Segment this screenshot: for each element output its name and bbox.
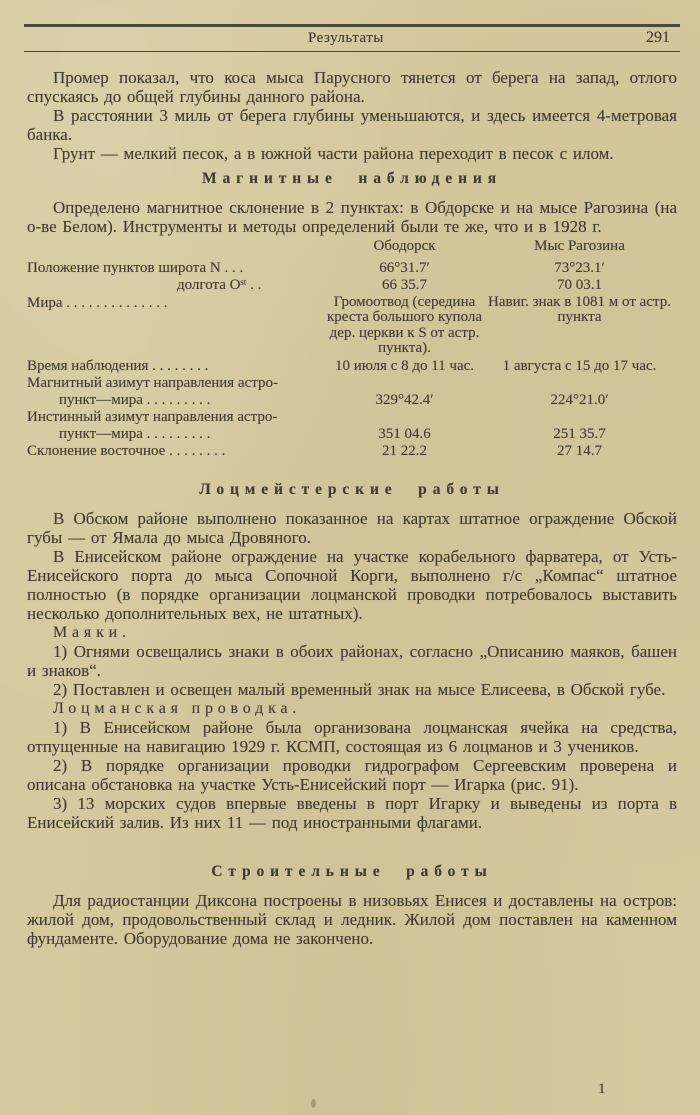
paragraph-dikson-radio: Для радиостанции Диксона построены в низовьях Енисея и доставлены на остров: жилой дом, продовольственный склад и ледник. Жилой дом поставлен на каменном фундаменте. Оборудование дома не закончено. xyxy=(27,890,677,948)
magnetic-table xyxy=(27,238,677,460)
section-heading-construction: Строительные работы xyxy=(211,862,493,880)
page-content xyxy=(27,52,677,948)
running-head xyxy=(24,24,680,52)
magnetic-table-header-row xyxy=(27,238,677,255)
table-col2-header: Мыс Рагозина xyxy=(534,238,625,254)
row-value-obodorsk: 21 22.2 xyxy=(382,443,427,459)
table-row-declination xyxy=(27,443,677,460)
running-head-title: Результаты xyxy=(308,30,384,46)
paragraph-yenisei-region: В Енисейском районе ограждение на участке корабельного фарватера, от Усть-Енисейского порта до мыса Сопочной Корги, выполнено г/с „Компас“ штатное полностью (в порядке организации лоцманской проводки потребовалось выставить несколько дополнительных вех, не штатных). xyxy=(27,546,677,623)
row-label-line1: Магнитный азимут направления астро- xyxy=(27,375,279,391)
row-label: Склонение восточное . . . . . . . . xyxy=(27,443,226,459)
row-value-ragozina: 73°23.1′ xyxy=(554,259,605,276)
row-value-ragozina: 1 августа с 15 до 17 час. xyxy=(502,357,657,374)
row-value-obodorsk: 10 июля с 8 до 11 час. xyxy=(334,357,475,374)
row-label: Мира . . . . . . . . . . . . . . xyxy=(27,294,168,311)
row-value-obodorsk: 66 35.7 xyxy=(382,277,427,293)
section-heading-magnetic: Магнитные наблюдения xyxy=(202,170,502,187)
list-item-pilotage-1: 1) В Енисейском районе была организована лоцманская ячейка на средства, отпущенные на навигацию 1929 г. КСМП, состоящая из 6 лоцманов и 3 учеников. xyxy=(27,717,677,756)
row-value-ragozina: 70 03.1 xyxy=(557,277,602,293)
list-item-pilotage-3: 3) 13 морских судов впервые введены в порт Игарку и выведены из порта в Енисейский залив. Из них 11 — под иностранными флагами. xyxy=(27,793,677,832)
paragraph-promer: Промер показал, что коса мыса Парусного тянется от берега на запад, отлого спускаясь до общей глубины данного района. xyxy=(27,68,677,106)
paragraph-magnetic-intro: Определено магнитное склонение в 2 пунктах: в Обдорске и на мысе Рагозина (на о-ве Белом). Инструменты и методы определений были те же, что и в 1928 г. xyxy=(27,198,677,236)
paragraph-obskoy-region: В Обском районе выполнено показанное на картах штатное ограждение Обской губы — от Ямала до мыса Дровяного. xyxy=(27,508,677,547)
row-value-obodorsk: 329°42.4′ xyxy=(375,391,434,408)
table-row-observation-time xyxy=(27,358,677,375)
table-row-magnetic-azimuth xyxy=(27,375,677,408)
paragraph-rasstoyanie: В расстоянии 3 миль от берега глубины уменьшаются, и здесь имеется 4-метровая банка. xyxy=(27,106,677,144)
table-col1-header: Ободорск xyxy=(373,238,436,254)
row-value-ragozina: Навиг. знак в 1081 м от астр. пункта xyxy=(488,293,671,325)
row-value-ragozina: 27 14.7 xyxy=(557,443,602,459)
row-value-ragozina: 251 35.7 xyxy=(553,425,606,442)
row-label-line2: пункт—мира . . . . . . . . . xyxy=(59,391,211,408)
subheading-lighthouses: Маяки. xyxy=(53,623,131,641)
signature-mark: 1 xyxy=(598,1081,606,1097)
row-value-obodorsk: 351 04.6 xyxy=(378,425,431,442)
paper-speck xyxy=(311,1099,316,1108)
table-row-latitude xyxy=(27,260,677,277)
row-label: Положение пунктов широта N . . . xyxy=(27,259,244,276)
row-value-obodorsk: 66°31.7′ xyxy=(379,259,430,276)
page-number: 291 xyxy=(646,29,670,46)
list-item-lights-2: 2) Поставлен и освещен малый временный знак на мысе Елисеева, в Обской губе. xyxy=(53,679,666,699)
row-value-obodorsk: Громоотвод (середина креста большого купола дер. церкви к S от астр. пункта). xyxy=(327,293,483,356)
table-row-true-azimuth xyxy=(27,409,677,442)
row-label: долгота Oˢᵗ . . xyxy=(177,277,262,293)
table-row-longitude xyxy=(27,277,677,294)
section-heading-pilot-works: Лоцмейстерские работы xyxy=(199,480,505,498)
paragraph-grunt: Грунт — мелкий песок, а в южной части района переходит в песок с илом. xyxy=(53,144,614,163)
row-label-line1: Инстинный азимут направления астро- xyxy=(27,409,278,425)
row-label: Время наблюдения . . . . . . . . xyxy=(27,357,209,374)
subheading-pilotage: Лоцманская проводка. xyxy=(53,699,302,717)
row-value-ragozina: 224°21.0′ xyxy=(550,391,609,408)
list-item-pilotage-2: 2) В порядке организации проводки гидрографом Сергеевским проверена и описана обстановка на участке Усть-Енисейский порт — Игарка (рис. 91). xyxy=(27,755,677,794)
list-item-lights-1: 1) Огнями освещались знаки в обоих районах, согласно „Описанию маяков, башен и знаков“. xyxy=(27,641,677,680)
table-row-mira xyxy=(27,295,677,357)
row-label-line2: пункт—мира . . . . . . . . . xyxy=(59,425,211,442)
